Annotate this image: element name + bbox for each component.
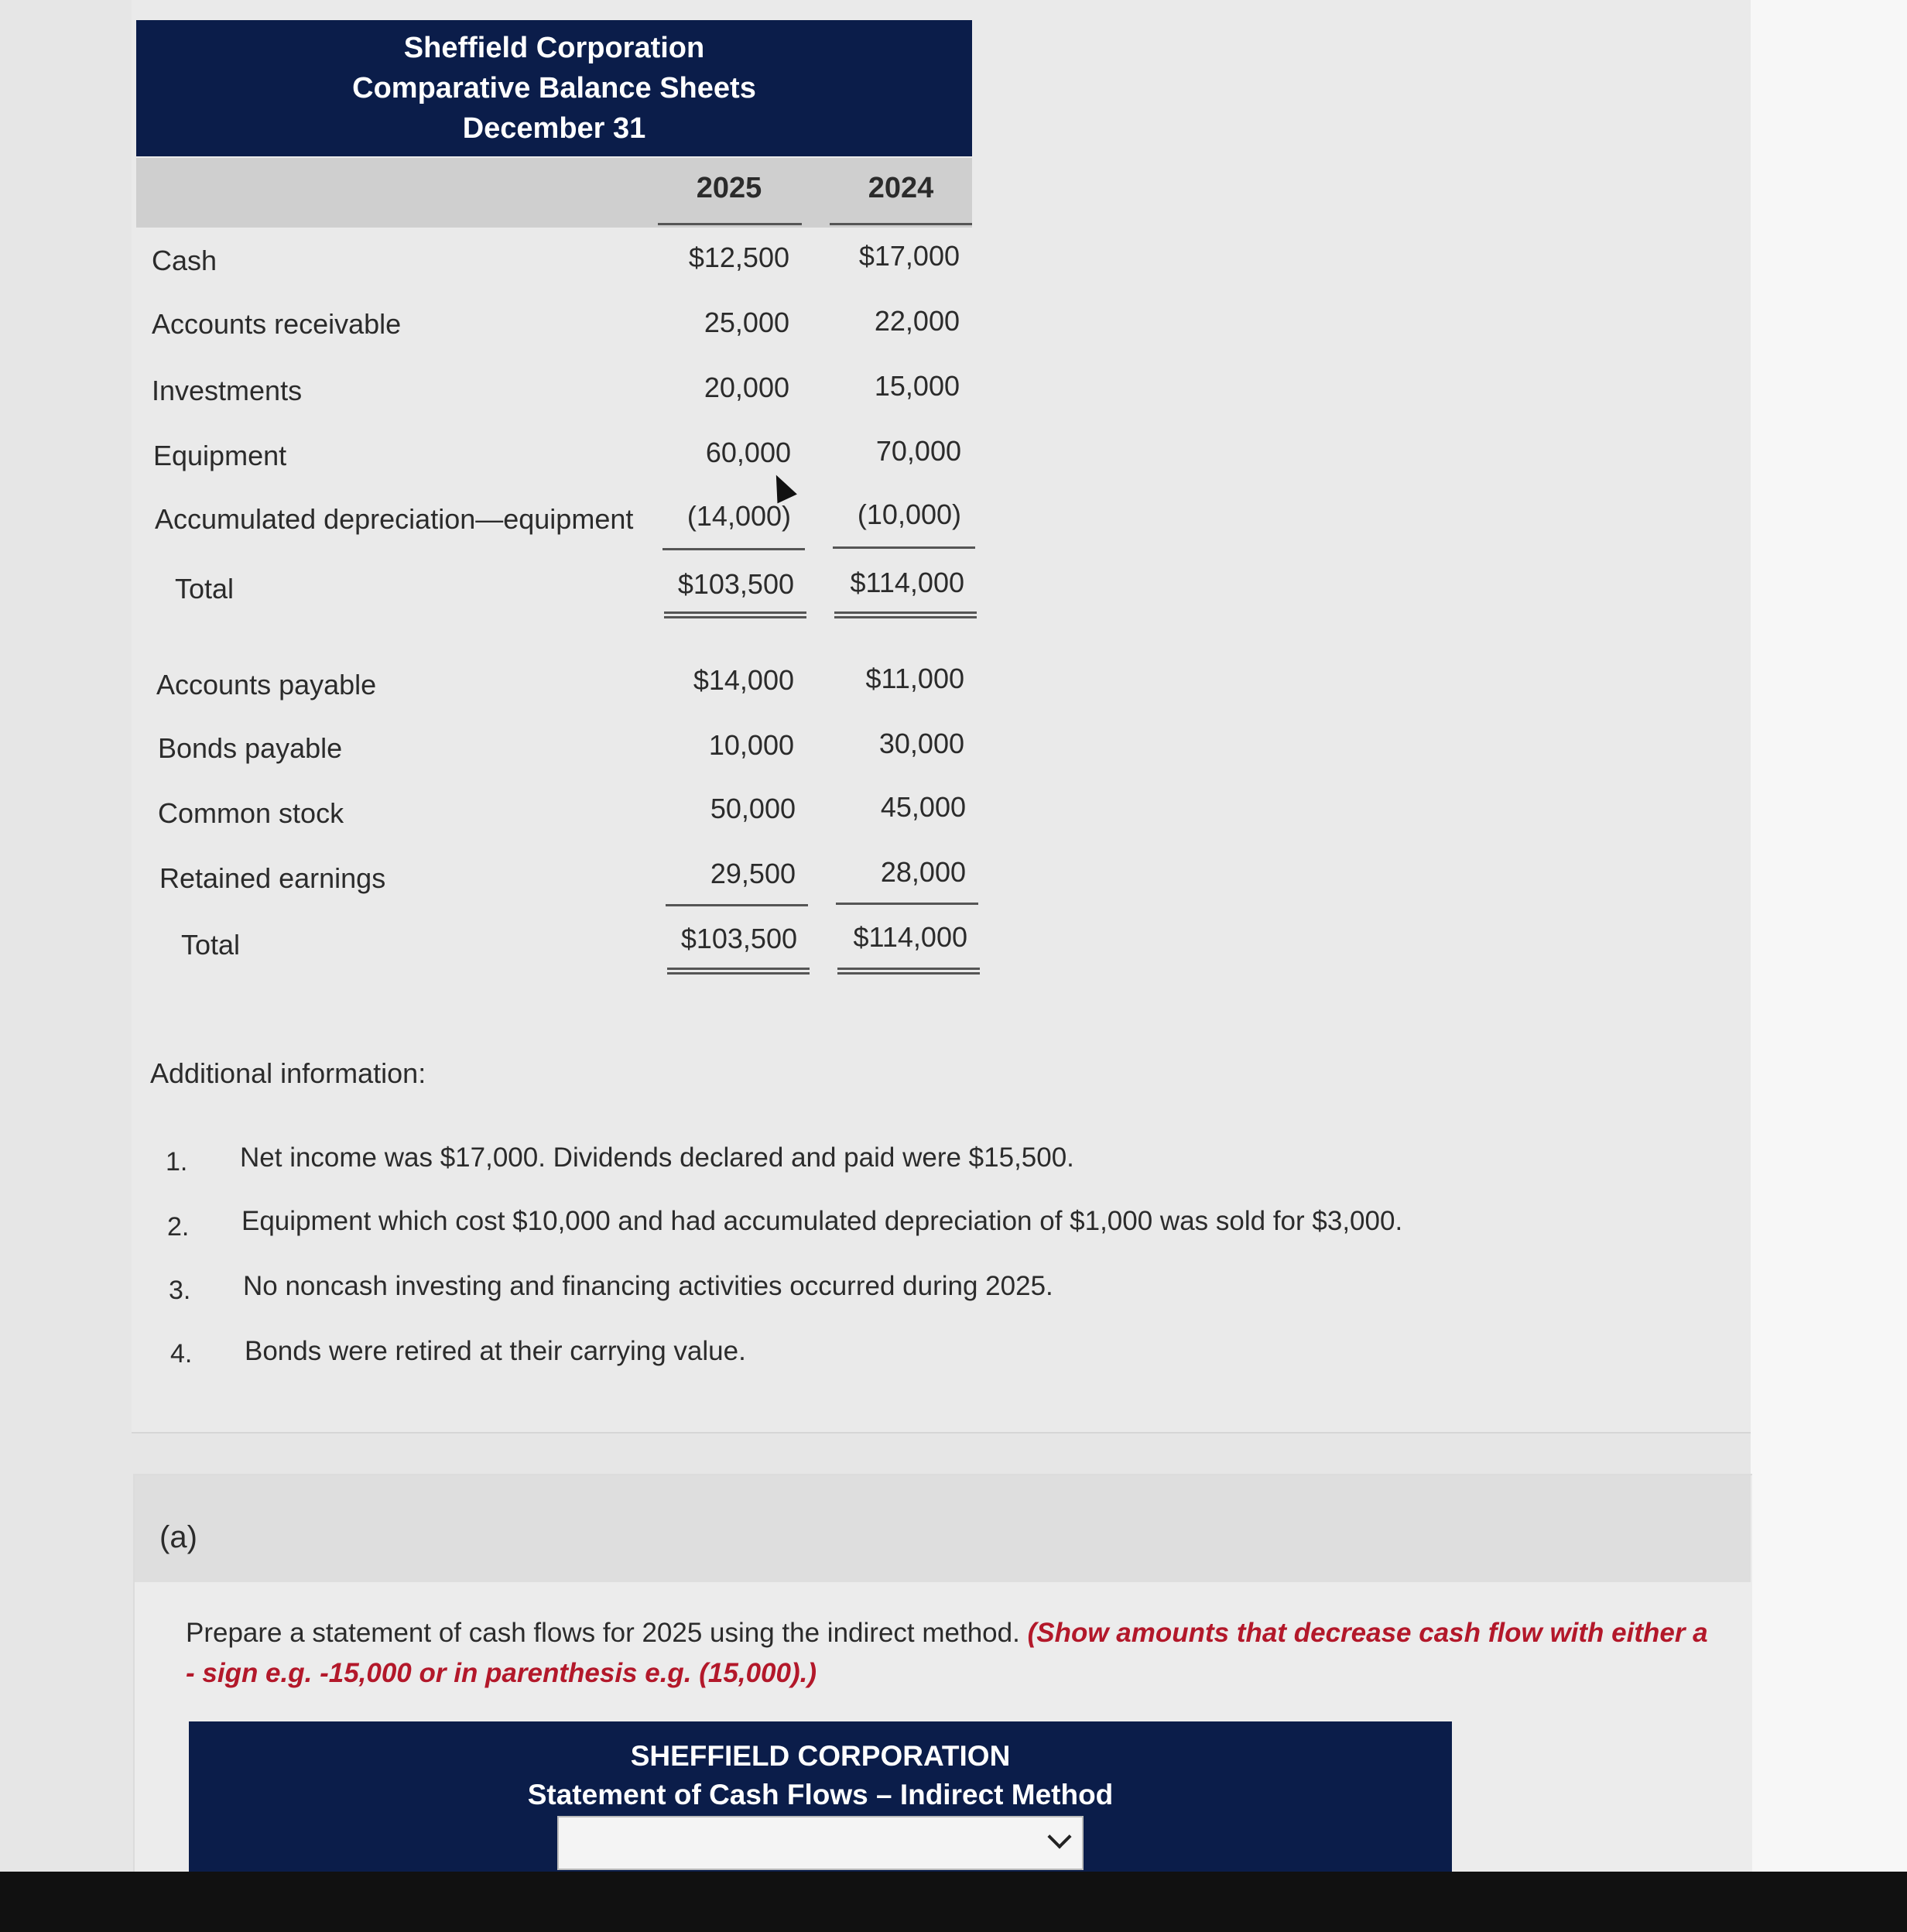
cell-bonds-payable-2024: 30,000 [878, 728, 964, 759]
row-label-accumulated-depreciation: Accumulated depreciation—equipment [155, 503, 634, 535]
period-select[interactable] [557, 1816, 1084, 1870]
cell-liabilities-total-2024: $114,000 [853, 921, 967, 953]
row-label-bonds-payable: Bonds payable [158, 732, 343, 764]
row-label-accounts-receivable: Accounts receivable [152, 308, 402, 340]
row-label-cash: Cash [152, 245, 217, 276]
row-label-equipment: Equipment [153, 440, 287, 471]
subtotal-rule-2024 [836, 903, 978, 905]
cell-common-stock-2024: 45,000 [880, 791, 966, 823]
part-a-instruction [186, 1613, 1718, 1694]
info-item-number: 3. [169, 1276, 191, 1305]
info-item-text: No noncash investing and financing activities occurred during 2025. [243, 1271, 1053, 1301]
additional-info-heading: Additional information: [150, 1057, 426, 1089]
cell-accounts-receivable-2025: 25,000 [704, 307, 789, 338]
cell-retained-earnings-2024: 28,000 [880, 856, 966, 888]
year-2024-header: 2024 [868, 172, 934, 204]
row-label-assets-total: Total [175, 573, 235, 605]
company-name: Sheffield Corporation [403, 32, 705, 64]
info-item-text: Equipment which cost $10,000 and had accumulated depreciation of $1,000 was sold for $3,000. [241, 1206, 1403, 1236]
cf-company-name: SHEFFIELD CORPORATION [630, 1740, 1011, 1772]
total-double-rule-2024 [834, 611, 977, 618]
row-label-retained-earnings: Retained earnings [159, 862, 386, 894]
balance-sheet-header [136, 20, 972, 156]
info-item-text: Net income was $17,000. Dividends declared and paid were $15,500. [240, 1142, 1074, 1173]
cell-cash-2024: $17,000 [858, 240, 960, 272]
cell-cash-2025: $12,500 [688, 242, 789, 273]
total-double-rule-2025 [667, 968, 810, 975]
cell-accounts-receivable-2024: 22,000 [874, 305, 960, 337]
row-label-accounts-payable: Accounts payable [156, 669, 377, 701]
instruction-note: (Show amounts that decrease cash flow with either a - sign e.g. -15,000 or in parenthesis e.g. (15,000).) [186, 1618, 1708, 1688]
year-2025-header: 2025 [696, 172, 762, 204]
total-double-rule-2024 [837, 968, 980, 975]
info-item-number: 2. [167, 1212, 190, 1242]
row-label-investments: Investments [152, 375, 303, 406]
page-margin [1751, 0, 1907, 1872]
cell-accounts-payable-2025: $14,000 [693, 664, 794, 696]
cell-bonds-payable-2025: 10,000 [708, 729, 794, 761]
chevron-down-icon [1047, 1824, 1071, 1848]
cell-accounts-payable-2024: $11,000 [865, 663, 964, 694]
cell-equipment-2024: 70,000 [875, 435, 961, 467]
cf-statement-title: Statement of Cash Flows – Indirect Method [527, 1779, 1114, 1810]
total-double-rule-2025 [664, 611, 806, 618]
statement-date: December 31 [462, 112, 646, 145]
cell-liabilities-total-2025: $103,500 [680, 923, 797, 954]
cell-investments-2024: 15,000 [874, 370, 960, 402]
year-2024-rule [830, 223, 972, 225]
row-label-liabilities-total: Total [181, 929, 241, 961]
cell-equipment-2025: 60,000 [705, 437, 791, 468]
part-a-header-band [135, 1475, 1751, 1582]
screen-bezel [0, 1872, 1907, 1932]
info-item-number: 1. [166, 1147, 188, 1177]
cell-investments-2025: 20,000 [704, 372, 789, 403]
subtotal-rule-2025 [666, 904, 808, 906]
info-item-text: Bonds were retired at their carrying value. [245, 1336, 746, 1366]
statement-title: Comparative Balance Sheets [352, 72, 756, 104]
row-label-common-stock: Common stock [158, 797, 344, 829]
subtotal-rule-2025 [662, 548, 805, 550]
cell-retained-earnings-2025: 29,500 [710, 858, 796, 889]
cell-assets-total-2025: $103,500 [677, 568, 794, 600]
info-item-number: 4. [170, 1339, 193, 1368]
cell-accumulated-depreciation-2025: (14,000) [686, 500, 791, 532]
cell-common-stock-2025: 50,000 [710, 793, 796, 824]
cell-accumulated-depreciation-2024: (10,000) [857, 498, 961, 530]
instruction-text: Prepare a statement of cash flows for 2025 using the indirect method. [186, 1618, 1020, 1648]
part-a-label: (a) [159, 1520, 197, 1554]
subtotal-rule-2024 [833, 546, 975, 549]
cell-assets-total-2024: $114,000 [850, 567, 964, 598]
year-2025-rule [658, 223, 802, 225]
